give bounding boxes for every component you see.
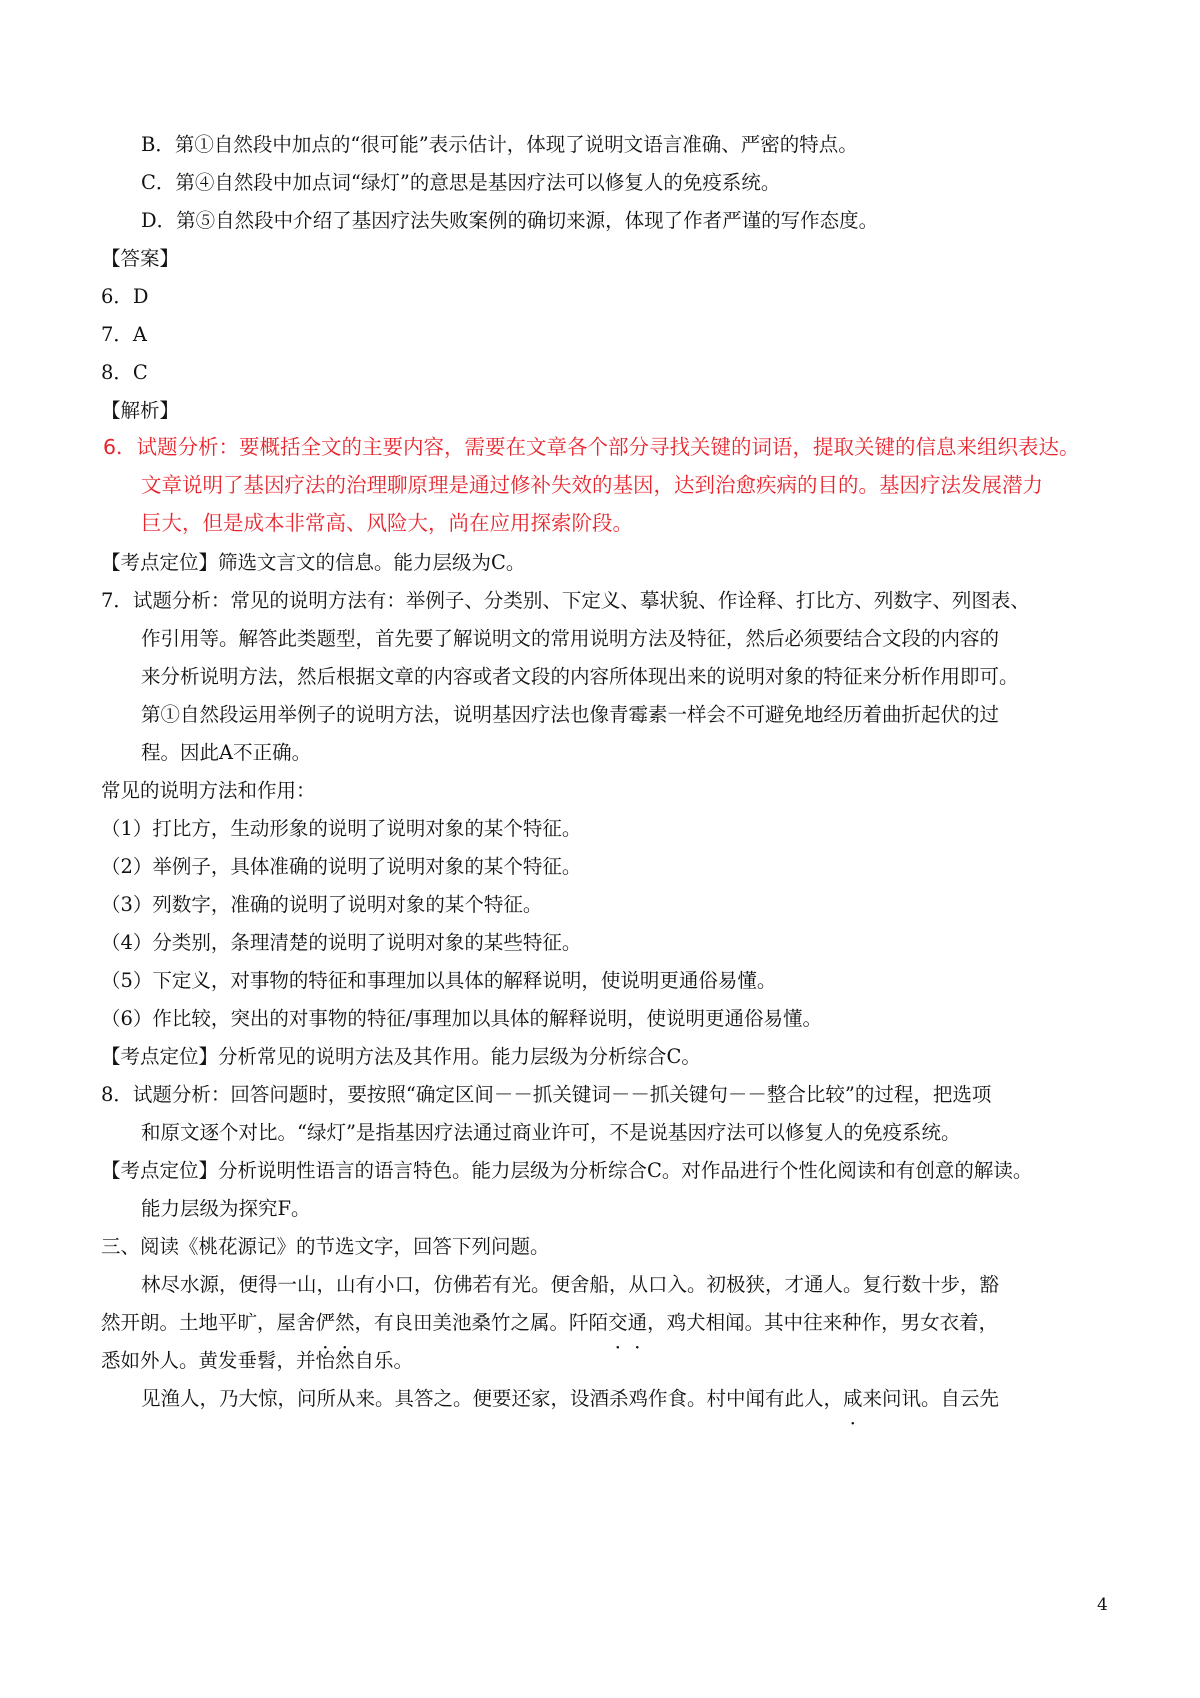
- methods-heading: 常见的说明方法和作用：: [101, 779, 316, 802]
- passage-p1-line-2: [101, 1309, 998, 1337]
- emphasis-dotted-char: 通: [627, 1311, 648, 1334]
- option-d: D．第⑤自然段中介绍了基因疗法失败案例的确切来源，体现了作者严谨的写作态度。: [141, 209, 879, 232]
- emphasis-dotted-char: 交: [608, 1311, 628, 1334]
- method-item: （4）分类别，条理清楚的说明了说明对象的某些特征。: [101, 931, 582, 954]
- option-b: B．第①自然段中加点的“很可能”表示估计，体现了说明文语言准确、严密的特点。: [141, 133, 858, 156]
- q7-analysis-line-1: 7．试题分析：常见的说明方法有：举例子、分类别、下定义、摹状貌、作诠释、打比方、列数字、列图表、: [101, 589, 1030, 612]
- passage-p2-line-1: [141, 1385, 999, 1413]
- passage-text: 来问讯。自云先: [862, 1387, 1000, 1410]
- answer-heading: 【答案】: [101, 247, 180, 270]
- method-item: （2）举例子，具体准确的说明了说明对象的某个特征。: [101, 855, 582, 878]
- q6-kaodian: 【考点定位】筛选文言文的信息。能力层级为C。: [101, 551, 526, 574]
- method-item: （1）打比方，生动形象的说明了说明对象的某个特征。: [101, 817, 582, 840]
- q8-kaodian-line-2: 能力层级为探究F。: [141, 1197, 311, 1220]
- q7-analysis-line-3: 来分析说明方法，然后根据文章的内容或者文段的内容所体现出来的说明对象的特征来分析作用即可。: [141, 665, 1019, 688]
- q7-analysis-line-5: 程。因此A不正确。: [141, 741, 312, 764]
- q8-analysis-line-2: 和原文逐个对比。“绿灯”是指基因疗法通过商业许可，不是说基因疗法可以修复人的免疫系统。: [141, 1121, 961, 1144]
- option-c: C．第④自然段中加点词“绿灯”的意思是基因疗法可以修复人的免疫系统。: [141, 171, 781, 194]
- answer-7: 7．A: [101, 323, 147, 346]
- section-3-heading: 三、阅读《桃花源记》的节选文字，回答下列问题。: [101, 1235, 550, 1258]
- q8-kaodian-line-1: 【考点定位】分析说明性语言的语言特色。能力层级为分析综合C。对作品进行个性化阅读和有创意的解读。: [101, 1159, 1033, 1182]
- passage-p1-line-1: 林尽水源，便得一山，山有小口，仿佛若有光。便舍船，从口入。初极狭，才通人。复行数十步，豁: [141, 1273, 1000, 1296]
- method-item: （3）列数字，准确的说明了说明对象的某个特征。: [101, 893, 543, 916]
- q7-analysis-line-4: 第①自然段运用举例子的说明方法，说明基因疗法也像青霉素一样会不可避免地经历着曲折起伏的过: [141, 703, 1000, 726]
- emphasis-dotted-char: 然: [335, 1311, 355, 1334]
- passage-text: ，鸡犬相闻。其中往来种作，男女衣着，: [647, 1311, 999, 1334]
- analysis-heading: 【解析】: [101, 399, 180, 422]
- q7-analysis-line-2: 作引用等。解答此类题型，首先要了解说明文的常用说明方法及特征，然后必须要结合文段的内容的: [141, 627, 1000, 650]
- answer-8: 8．C: [101, 361, 148, 384]
- passage-text: ，有良田美池桑竹之属。阡陌: [354, 1311, 609, 1334]
- passage-text: 见渔人，乃大惊，问所从来。具答之。便要还家，设酒杀鸡作食。村中闻有此人，: [141, 1387, 844, 1410]
- q6-analysis-line-2: 文章说明了基因疗法的治理聊原理是通过修补失效的基因，达到治愈疾病的目的。基因疗法发展潜力: [141, 473, 1043, 497]
- emphasis-dotted-char: 俨: [315, 1311, 336, 1334]
- passage-text: 然开朗。土地平旷，屋舍: [101, 1311, 316, 1334]
- passage-p1-line-3: 悉如外人。黄发垂髫，并怡然自乐。: [101, 1349, 414, 1372]
- page-number: 4: [1097, 1595, 1108, 1615]
- q6-analysis-line-3: 巨大，但是成本非常高、风险大，尚在应用探索阶段。: [141, 511, 633, 535]
- q6-analysis-line-1: 6．试题分析：要概括全文的主要内容，需要在文章各个部分寻找关键的词语，提取关键的信息来组织表达。: [103, 435, 1080, 459]
- q7-kaodian: 【考点定位】分析常见的说明方法及其作用。能力层级为分析综合C。: [101, 1045, 701, 1068]
- answer-6: 6．D: [101, 285, 149, 308]
- q8-analysis-line-1: 8．试题分析：回答问题时，要按照“确定区间－－抓关键词－－抓关键句－－整合比较”的过程，把选项: [101, 1083, 992, 1106]
- method-item: （5）下定义，对事物的特征和事理加以具体的解释说明，使说明更通俗易懂。: [101, 969, 777, 992]
- emphasis-dotted-char: 咸: [843, 1387, 863, 1410]
- method-item: （6）作比较，突出的对事物的特征/事理加以具体的解释说明，使说明更通俗易懂。: [101, 1007, 822, 1030]
